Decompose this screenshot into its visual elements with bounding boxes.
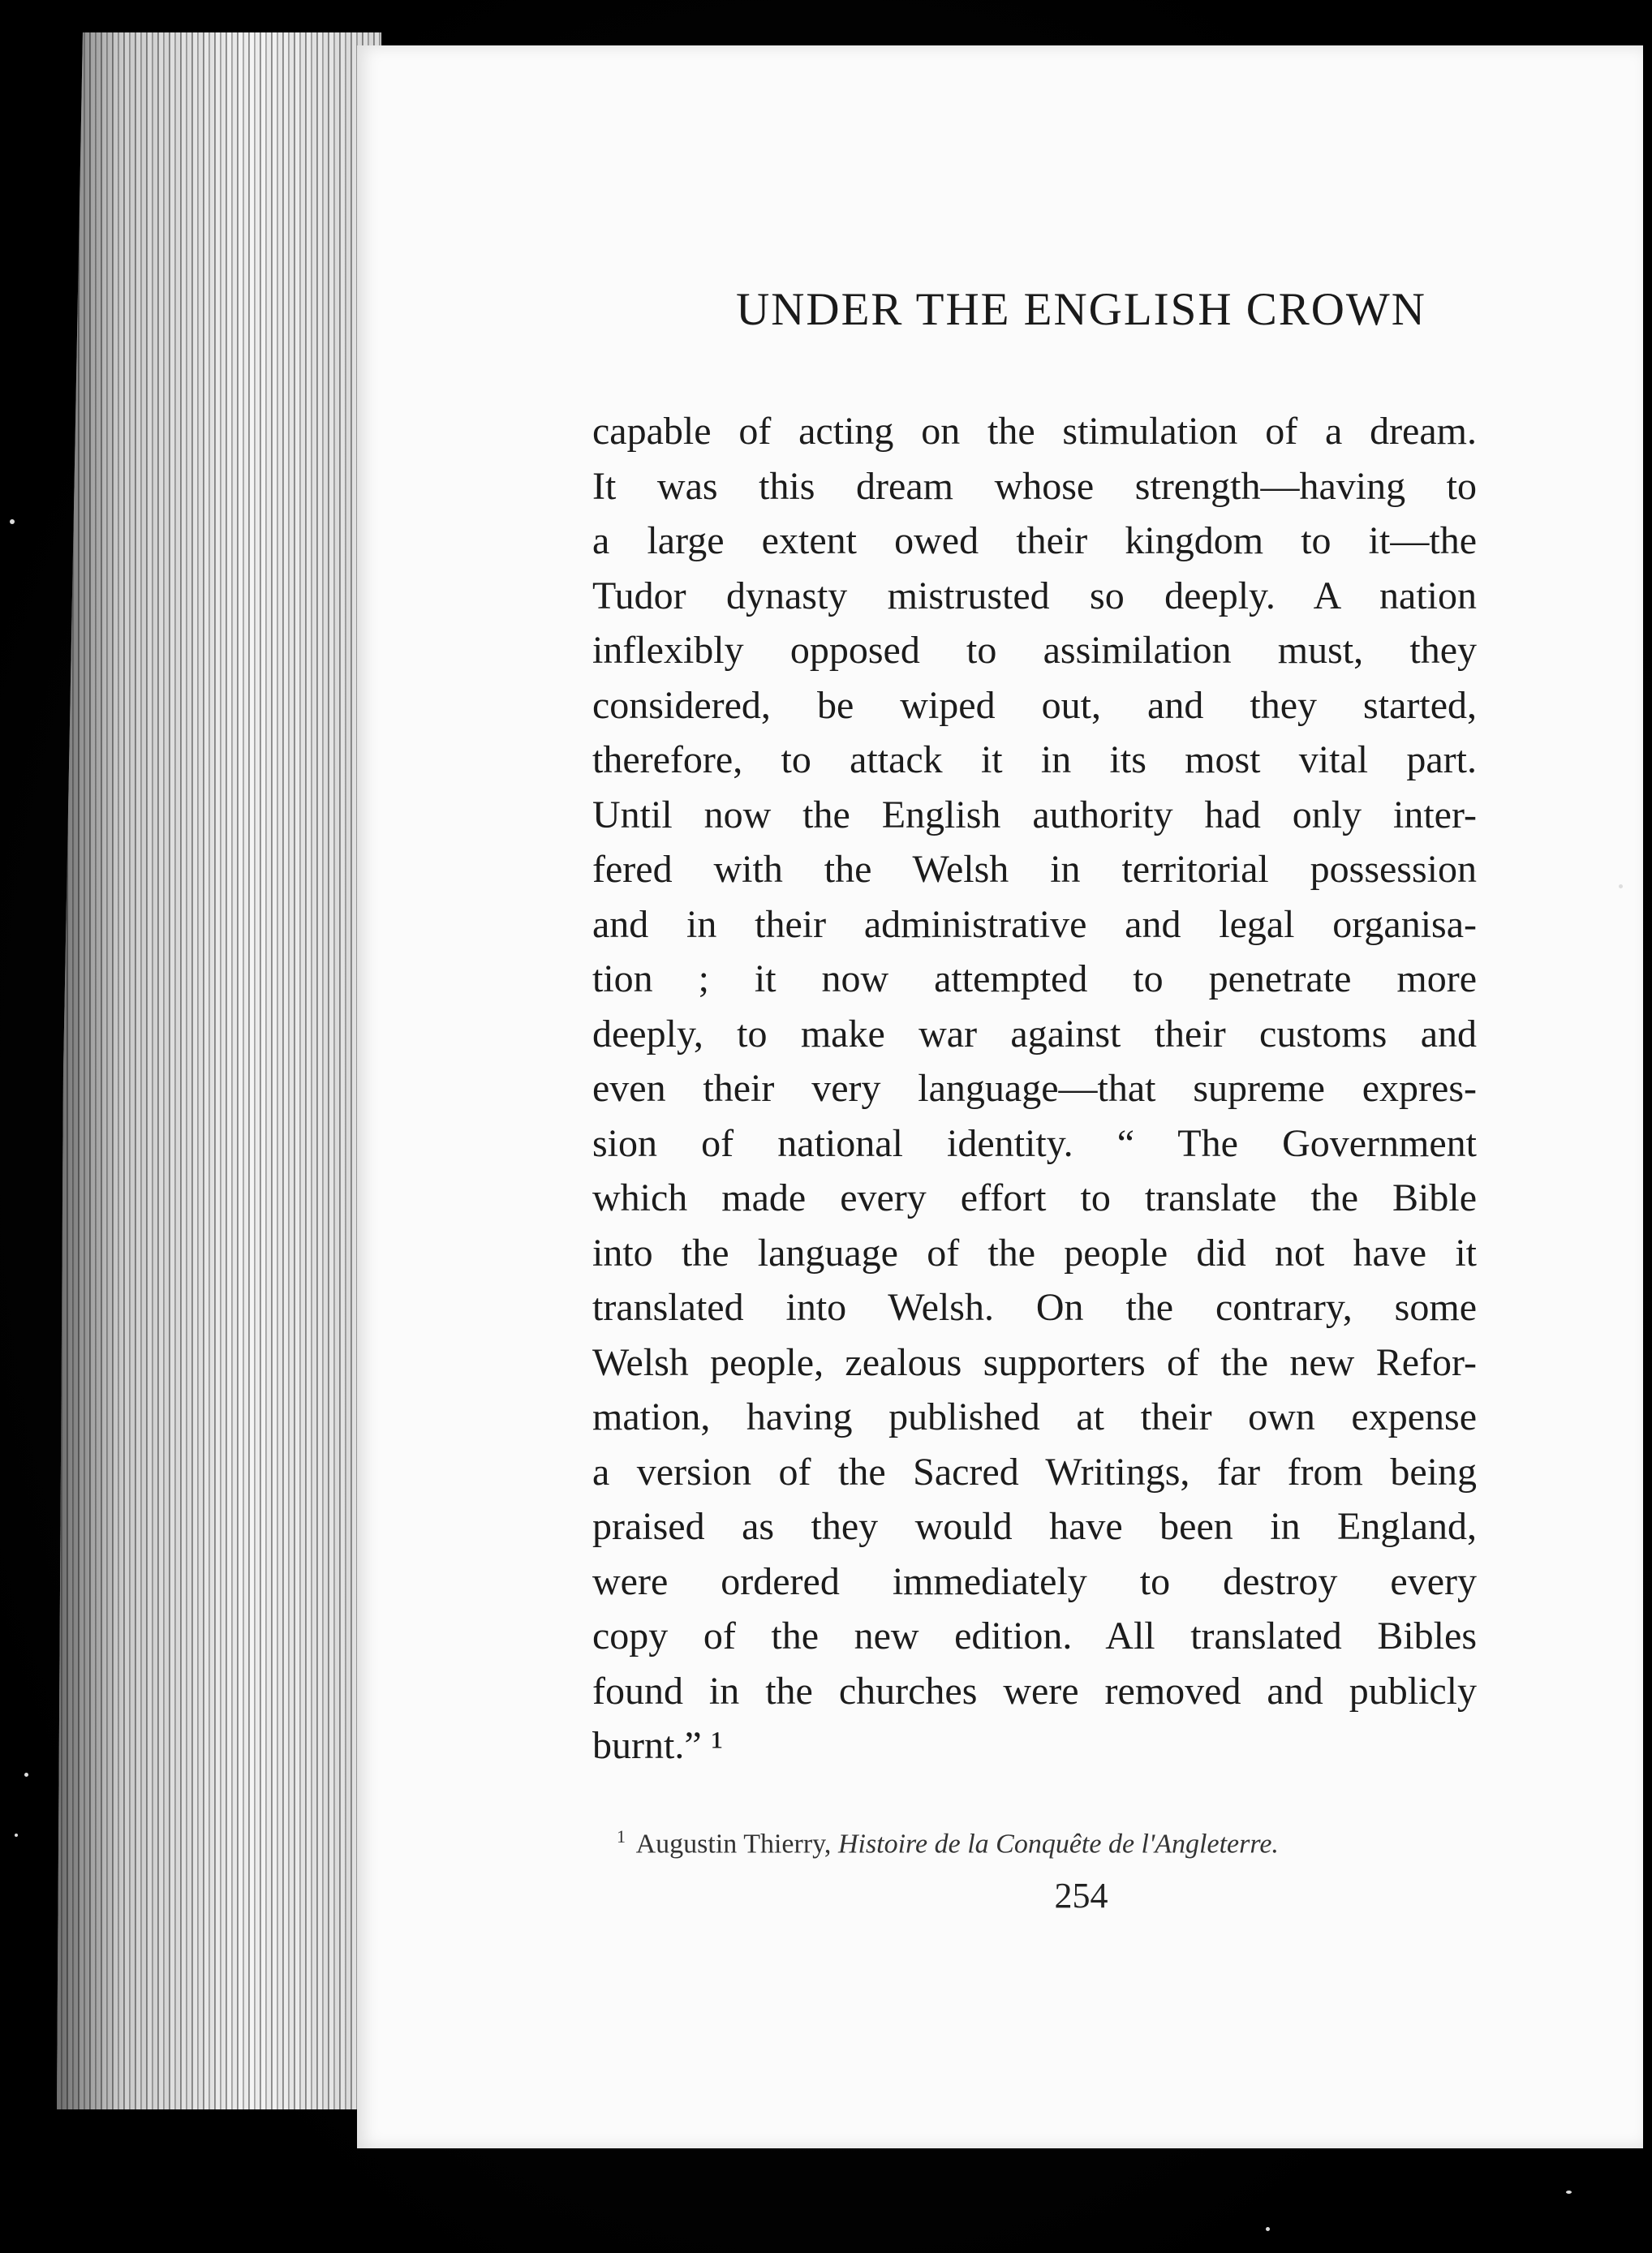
text-line: Until now the English authority had only inter- [592, 793, 1477, 836]
text-line: translated into Welsh. On the contrary, some [592, 1286, 1477, 1329]
text-line: fered with the Welsh in territorial possession [592, 848, 1477, 891]
text-line: even their very language—that supreme expres- [592, 1067, 1477, 1110]
text-line: considered, be wiped out, and they started, [592, 683, 1477, 727]
text-line: Welsh people, zealous supporters of the new Refor- [592, 1340, 1477, 1384]
footnote [617, 1826, 1485, 1860]
text-line: sion of national identity. “ The Government [592, 1121, 1477, 1165]
footnote-title: Histoire de la Conquête de l'Angleterre. [837, 1829, 1279, 1860]
text-line: burnt.” ¹ [592, 1724, 724, 1767]
page-number: 254 [1054, 1876, 1108, 1915]
text-line: praised as they would have been in England, [592, 1505, 1477, 1548]
text-line: a large extent owed their kingdom to it—the [592, 519, 1477, 562]
dust-speck [1619, 884, 1623, 888]
dust-speck [10, 519, 15, 524]
text-line: capable of acting on the stimulation of a dream. [592, 410, 1477, 453]
body-text [592, 404, 1477, 1774]
dust-speck [1566, 2191, 1572, 2194]
footnote-mark: 1 [617, 1826, 626, 1847]
text-line: and in their administrative and legal organisa- [592, 902, 1477, 946]
text-line: deeply, to make war against their customs and [592, 1012, 1477, 1056]
text-line: therefore, to attack it in its most vital part. [592, 738, 1477, 781]
dust-speck [24, 1773, 28, 1777]
dust-speck [1266, 2227, 1270, 2231]
book-page-edges [57, 32, 381, 2109]
text-line: tion ; it now attempted to penetrate more [592, 957, 1477, 1000]
text-line: were ordered immediately to destroy every [592, 1559, 1477, 1603]
text-line: found in the churches were removed and publicly [592, 1669, 1477, 1713]
text-line: a version of the Sacred Writings, far from being [592, 1450, 1477, 1494]
running-head: UNDER THE ENGLISH CROWN [736, 284, 1426, 335]
text-line: It was this dream whose strength—having to [592, 464, 1477, 508]
text-line: into the language of the people did not have it [592, 1231, 1477, 1275]
text-line: which made every effort to translate the Bible [592, 1176, 1477, 1219]
text-line: copy of the new edition. All translated Bibles [592, 1615, 1477, 1658]
text-line: Tudor dynasty mistrusted so deeply. A nation [592, 574, 1477, 617]
text-line: mation, having published at their own expense [592, 1395, 1477, 1438]
book-page [357, 45, 1643, 2148]
text-line: inflexibly opposed to assimilation must, they [592, 629, 1477, 672]
footnote-author: Augustin Thierry, [635, 1829, 832, 1860]
dust-speck [15, 1834, 18, 1837]
